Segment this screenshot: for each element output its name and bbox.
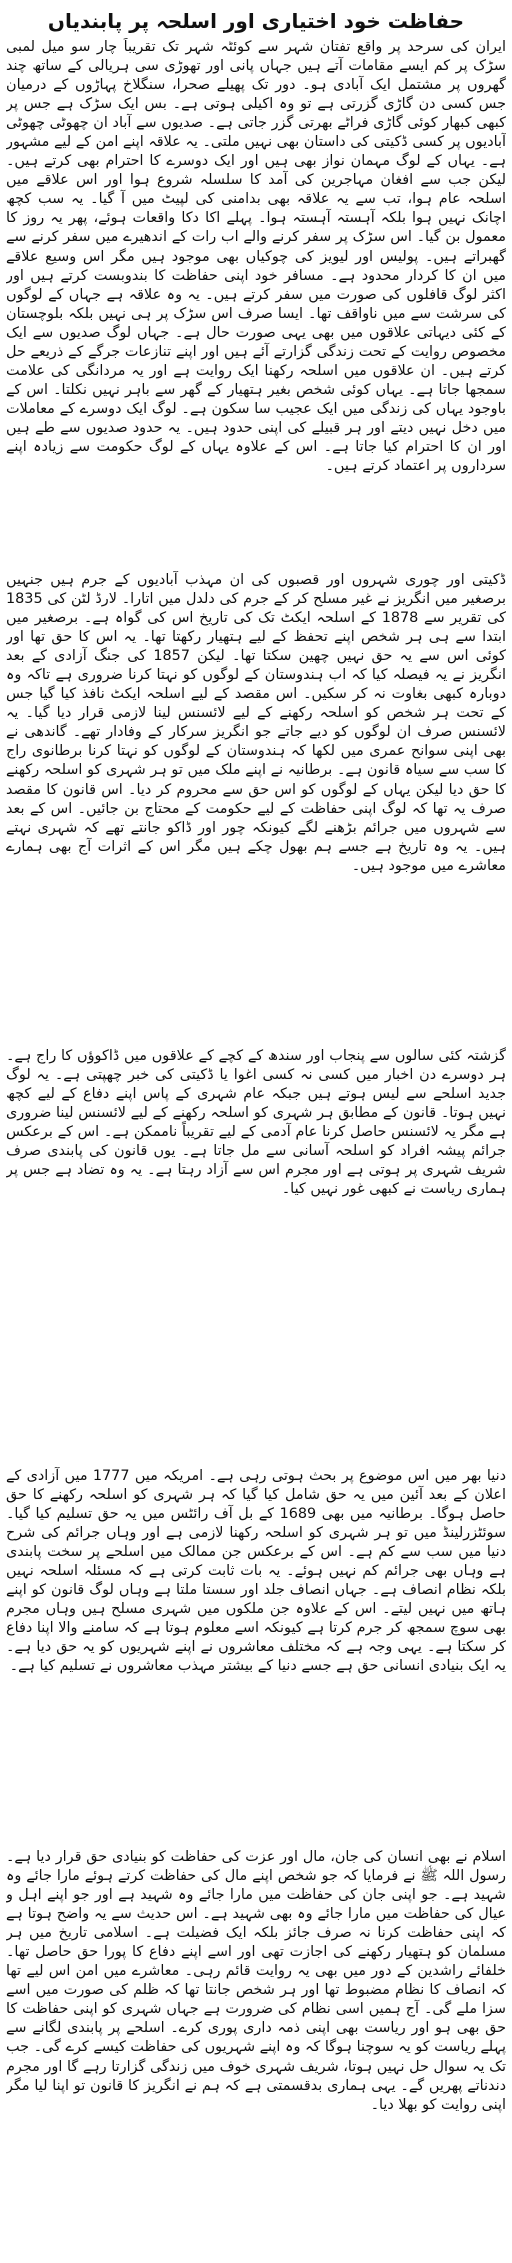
article-paragraph: اسلام نے بھی انسان کی جان، مال اور عزت کی حفاظت کو بنیادی حق قرار دیا ہے۔ رسول اللہ ﷺ نے فرمایا کہ جو شخص اپنے مال کی حفاظت کرتے ہوئے مارا جائے وہ شہید ہے۔ جو اپنی جان کی حفاظت میں مارا جائے وہ شہید ہے اور جو اپنے اہل و عیال کی حفاظت میں مارا جائے وہ بھی شہید ہے۔ اس حدیث سے یہ واضح ہوتا ہے کہ اپنی حفاظت کرنا نہ صرف جائز بلکہ ایک فضیلت ہے۔ اسلامی تاریخ میں ہر مسلمان کو ہتھیار رکھنے کی اجازت تھی اور اسے اپنے دفاع کا پورا حق حاصل تھا۔ خلفائے راشدین کے دور میں بھی یہ روایت قائم رہی۔ معاشرے میں امن اس لیے تھا کہ انصاف کا نظام مضبوط تھا اور ہر شخص جانتا تھا کہ ظلم کی صورت میں اسے سزا ملے گی۔ آج ہمیں اسی نظام کی ضرورت ہے جہاں شہری کو اپنی حفاظت کا حق بھی ہو اور ریاست بھی اپنی ذمہ داری پوری کرے۔ اسلحے پر پابندی لگانے سے پہلے ریاست کو یہ سوچنا ہوگا کہ وہ اپنے شہریوں کی حفاظت کیسے کرے گی۔ جب تک یہ سوال حل نہیں ہوتا، شریف شہری خوف میں زندگی گزارتا رہے گا اور مجرم دندناتے پھریں گے۔ یہی ہماری بدقسمتی ہے کہ ہم نے انگریز کا قانون تو اپنا لیا مگر اپنی روایت کو بھلا دیا۔ [6,1849,506,2113]
article-paragraph: ڈکیتی اور چوری شہروں اور قصبوں کی ان مہذب آبادیوں کے جرم ہیں جنہیں برصغیر میں انگریز نے غیر مسلح کر کے جرم کی دلدل میں اتارا۔ لارڈ لٹن کی 1835 کی تقریر سے 1878 کے اسلحہ ایکٹ تک کی تاریخ اس کی گواہ ہے۔ برصغیر میں ابتدا سے ہی ہر شخص اپنے تحفظ کے لیے ہتھیار رکھتا تھا۔ یہ اس کا حق تھا اور کوئی اس سے یہ حق نہیں چھین سکتا تھا۔ لیکن 1857 کی جنگ آزادی کے بعد انگریز نے یہ فیصلہ کیا کہ اب ہندوستان کے لوگوں کو نہتا کرنا ضروری ہے تاکہ وہ دوبارہ کبھی بغاوت نہ کر سکیں۔ اس مقصد کے لیے اسلحہ ایکٹ نافذ کیا گیا جس کے تحت ہر شخص کو اسلحہ رکھنے کے لیے لائسنس لینا لازمی قرار دیا گیا۔ یہ لائسنس صرف ان لوگوں کو دیے جاتے جو انگریز سرکار کے وفادار تھے۔ گاندھی نے بھی اپنی سوانح عمری میں لکھا کہ ہندوستان کے لوگوں کو نہتا کرنا برطانوی راج کا سب سے سیاہ قانون ہے۔ برطانیہ نے اپنے ملک میں تو ہر شہری کو اسلحہ رکھنے کا حق دیا لیکن یہاں کے لوگوں کو اس حق سے محروم کر دیا۔ اس قانون کا مقصد صرف یہ تھا کہ لوگ اپنی حفاظت کے لیے حکومت کے محتاج بن جائیں۔ اس کے بعد سے شہروں میں جرائم بڑھنے لگے کیونکہ چور اور ڈاکو جانتے تھے کہ شہری نہتے ہیں۔ یہ وہ تاریخ ہے جسے ہم بھول چکے ہیں مگر اس کے اثرات آج بھی ہمارے معاشرے میں موجود ہیں۔ [6,572,506,874]
article-paragraph: دنیا بھر میں اس موضوع پر بحث ہوتی رہی ہے۔ امریکہ میں 1777 میں آزادی کے اعلان کے بعد آئین میں یہ حق شامل کیا گیا کہ ہر شہری کو اسلحہ رکھنے کا حق حاصل ہوگا۔ برطانیہ میں بھی 1689 کے بل آف رائٹس میں یہ حق تسلیم کیا گیا۔ سوئٹزرلینڈ میں تو ہر شہری کو اسلحہ رکھنا لازمی ہے اور وہاں جرائم کی شرح دنیا میں سب سے کم ہے۔ اس کے برعکس جن ممالک میں اسلحے پر سخت پابندی ہے وہاں بھی جرائم کم نہیں ہوئے۔ یہ بات ثابت کرتی ہے کہ مسئلہ اسلحہ نہیں بلکہ نظام انصاف ہے۔ جہاں انصاف جلد اور سستا ملتا ہے وہاں لوگ قانون کو اپنے ہاتھ میں نہیں لیتے۔ اس کے علاوہ جن ملکوں میں شہری مسلح ہیں وہاں مجرم بھی سوچ سمجھ کر جرم کرتا ہے کیونکہ اسے معلوم ہوتا ہے کہ سامنے والا اپنا دفاع کر سکتا ہے۔ یہی وجہ ہے کہ مختلف معاشروں نے اپنے شہریوں کو یہ حق دیا ہے۔ یہ ایک بنیادی انسانی حق ہے جسے دنیا کے بیشتر مہذب معاشروں نے تسلیم کیا ہے۔ [6,1468,506,1675]
article-paragraph: گزشتہ کئی سالوں سے پنجاب اور سندھ کے کچے کے علاقوں میں ڈاکوؤں کا راج ہے۔ ہر دوسرے دن اخبار میں کسی نہ کسی اغوا یا ڈکیتی کی خبر چھپتی ہے۔ یہ لوگ جدید اسلحے سے لیس ہوتے ہیں جبکہ عام شہری کے پاس اپنے دفاع کے لیے کچھ نہیں ہوتا۔ قانون کے مطابق ہر شہری کو اسلحہ رکھنے کے لیے لائسنس لینا ضروری ہے مگر یہ لائسنس حاصل کرنا عام آدمی کے لیے تقریباً ناممکن ہے۔ اس کے برعکس جرائم پیشہ افراد کو اسلحہ آسانی سے مل جاتا ہے۔ یوں قانون کی پابندی صرف شریف شہری پر ہوتی ہے اور مجرم اس سے آزاد رہتا ہے۔ یہ وہ تضاد ہے جس پر ہماری ریاست نے کبھی غور نہیں کیا۔ [6,1048,506,1198]
article-paragraph: ایران کی سرحد پر واقع تفتان شہر سے کوئٹہ شہر تک تقریباً چار سو میل لمبی سڑک پر کم ایسے مقامات آتے ہیں جہاں پانی اور تھوڑی سی ہریالی کے ساتھ چند گھروں پر مشتمل ایک آبادی ہو۔ دور تک پھیلے صحرا، سنگلاخ پہاڑوں کے درمیان جس کسی دن گاڑی گزرتی ہے تو وہ اکیلی ہوتی ہے۔ بس ایک سڑک ہے جس پر کبھی کبھار کوئی گاڑی فراٹے بھرتی گزر جاتی ہے۔ صدیوں سے آباد ان چھوٹی چھوٹی آبادیوں پر کسی ڈکیتی کی داستان بھی نہیں ملتی۔ یہ علاقہ اپنے امن کے لیے مشہور ہے۔ یہاں کے لوگ مہمان نواز بھی ہیں اور ایک دوسرے کا احترام بھی کرتے ہیں۔ لیکن جب سے افغان مہاجرین کی آمد کا سلسلہ شروع ہوا اور اس علاقے میں اسلحہ عام ہوا، تب سے یہ علاقہ بھی بدامنی کی لپیٹ میں آ گیا۔ یہ سب کچھ اچانک نہیں ہوا بلکہ آہستہ آہستہ ہوا۔ پہلے اکا دکا واقعات ہوئے، پھر یہ روز کا معمول بن گیا۔ اس سڑک پر سفر کرنے والے اب رات کے اندھیرے میں سفر کرنے سے گھبراتے ہیں۔ پولیس اور لیویز کی چوکیاں بھی موجود ہیں مگر اس وسیع علاقے میں ان کا کردار محدود ہے۔ مسافر خود اپنی حفاظت کا بندوبست کرتے ہیں اور اکثر لوگ قافلوں کی صورت میں سفر کرتے ہیں۔ یہ وہ علاقہ ہے جہاں کے لوگوں کی سرشت سے میں ناواقف تھا۔ ایسا صرف اس سڑک پر ہی نہیں بلکہ بلوچستان کے کئی دیہاتی علاقوں میں بھی یہی صورت حال ہے۔ جہاں لوگ صدیوں سے ایک مخصوص روایت کے تحت زندگی گزارتے آئے ہیں اور اپنے تنازعات جرگے کے ذریعے حل کرتے ہیں۔ ان علاقوں میں اسلحہ رکھنا ایک روایت ہے اور یہ مردانگی کی علامت سمجھا جاتا ہے۔ یہاں کوئی شخص بغیر ہتھیار کے گھر سے باہر نہیں نکلتا۔ اس کے باوجود یہاں کی زندگی میں ایک عجیب سا سکون ہے۔ لوگ ایک دوسرے کے معاملات میں دخل نہیں دیتے اور ہر قبیلے کی اپنی حدود ہیں۔ یہ حدود صدیوں سے طے ہیں اور ان کا احترام کیا جاتا ہے۔ اس کے علاوہ یہاں کے لوگ حکومت سے زیادہ اپنے سرداروں پر اعتماد کرتے ہیں۔ [6,39,506,475]
article-headline: حفاظت خود اختیاری اور اسلحہ پر پابندیاں [47,9,465,33]
